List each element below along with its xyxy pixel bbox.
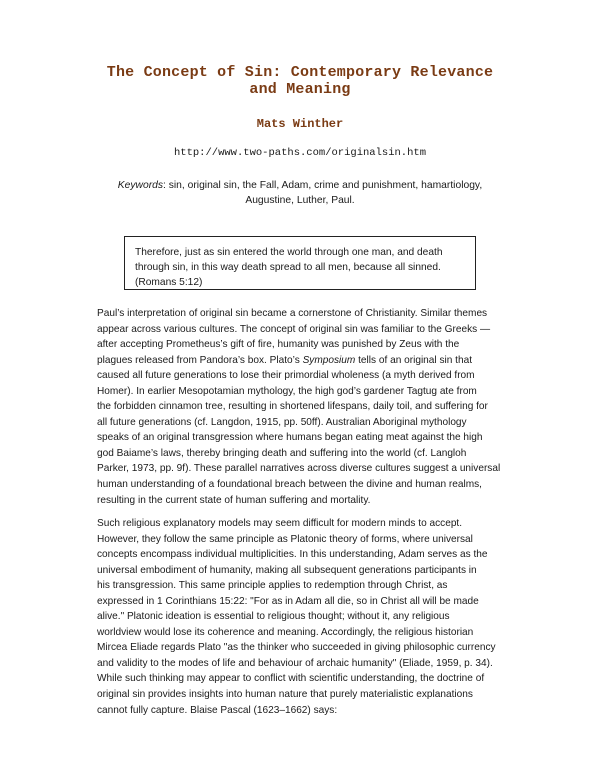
body-paragraph-2: [97, 516, 502, 718]
paragraph-text: plagues released from Pandora’s box. Plato’s: [97, 354, 303, 366]
paragraph-line: [97, 353, 502, 369]
author-name: Mats Winther: [256, 117, 344, 131]
paragraph-line: caused all future generations to lose their primordial wholeness (a myth derived from: [97, 370, 475, 382]
source-url-link[interactable]: http://www.two-paths.com/originalsin.htm: [173, 147, 427, 159]
paragraph-line: universal embodiment of humanity, making all subsequent generations participants in: [97, 564, 477, 576]
paragraph-line: While such thinking may appear to conflict with scientific understanding, the doctrine of: [97, 673, 485, 685]
paragraph-line: and validity to the modes of life and behaviour of archaic humanity" (Eliade, 1959, p. 34).: [97, 657, 493, 669]
paragraph-line: Parker, 1973, pp. 9f). These parallel narratives across diverse cultures suggest a universal: [97, 463, 501, 475]
paragraph-line: Mircea Eliade regards Plato "as the thinker who succeeded in giving philosophic currency: [97, 642, 496, 654]
keywords-text-line-2: Augustine, Luther, Paul.: [245, 195, 355, 206]
symposium-title: Symposium: [302, 354, 356, 366]
paragraph-line: human understanding of a foundational breach between the divine and human realms,: [97, 479, 482, 491]
paragraph-line: all future generations (cf. Langdon, 1915, pp. 50ff). Australian Aboriginal mythology: [97, 416, 467, 428]
paragraph-line: speaks of an original transgression where humans began eating meat against the high: [97, 432, 483, 444]
quote-line-1: Therefore, just as sin entered the world through one man, and death: [135, 247, 443, 258]
keywords-block: [100, 178, 500, 208]
quote-line-2: through sin, in this way death spread to all men, because all sinned.: [135, 262, 441, 274]
title-line-1: The Concept of Sin: Contemporary Relevance: [106, 64, 494, 81]
paragraph-line: Homer). In earlier Mesopotamian mythology, the high god’s gardener Tagtug ate from: [97, 385, 477, 397]
paragraph-text: tells of an original sin that: [355, 354, 473, 366]
paragraph-line: god Baiame’s laws, thereby bringing death and suffering into the world (cf. Langloh: [97, 447, 467, 459]
paragraph-line: original sin provides insights into human nature that purely materialistic explanations: [97, 689, 473, 701]
paragraph-line: the forbidden cinnamon tree, resulting in shortened lifespans, daily toil, and suffering for: [97, 401, 488, 413]
paragraph-line: Such religious explanatory models may seem difficult for modern minds to accept.: [97, 518, 463, 529]
keywords-label: Keywords: [117, 180, 164, 191]
paragraph-line: after accepting Prometheus’s gift of fire, humanity was punished by Zeus with the: [97, 339, 460, 351]
quote-citation: (Romans 5:12): [135, 277, 203, 289]
paragraph-line: resulting in the current state of human suffering and mortality.: [97, 494, 371, 506]
paragraph-line: However, they follow the same principle as Platonic theory of forms, where universal: [97, 533, 473, 545]
title-line-2: and Meaning: [249, 81, 351, 98]
body-paragraph-1: [97, 306, 502, 508]
paragraph-line: worldview would lose its coherence and meaning. Accordingly, the religious historian: [97, 626, 474, 638]
paragraph-line: Paul’s interpretation of original sin became a cornerstone of Christianity. Similar themes: [97, 308, 488, 319]
paragraph-line: expressed in 1 Corinthians 15:22: "For as in Adam all die, so in Christ all will be made: [97, 595, 479, 607]
paragraph-line: alive." Platonic ideation is essential to religious thought; without it, any religious: [97, 611, 450, 623]
paragraph-line: appear across various cultures. The concept of original sin was familiar to the Greeks —: [97, 323, 491, 335]
keywords-text-line-1: : sin, original sin, the Fall, Adam, crime and punishment, hamartiology,: [163, 180, 483, 191]
paragraph-line: concepts encompass individual multiplicities. In this understanding, Adam serves as the: [97, 549, 488, 561]
document-title: [0, 64, 600, 98]
paragraph-line: cannot fully capture. Blaise Pascal (1623–1662) says:: [97, 704, 338, 716]
paragraph-line: his transgression. This same principle applies to redemption through Christ, as: [97, 580, 448, 592]
epigraph-quote-box: [124, 236, 476, 290]
